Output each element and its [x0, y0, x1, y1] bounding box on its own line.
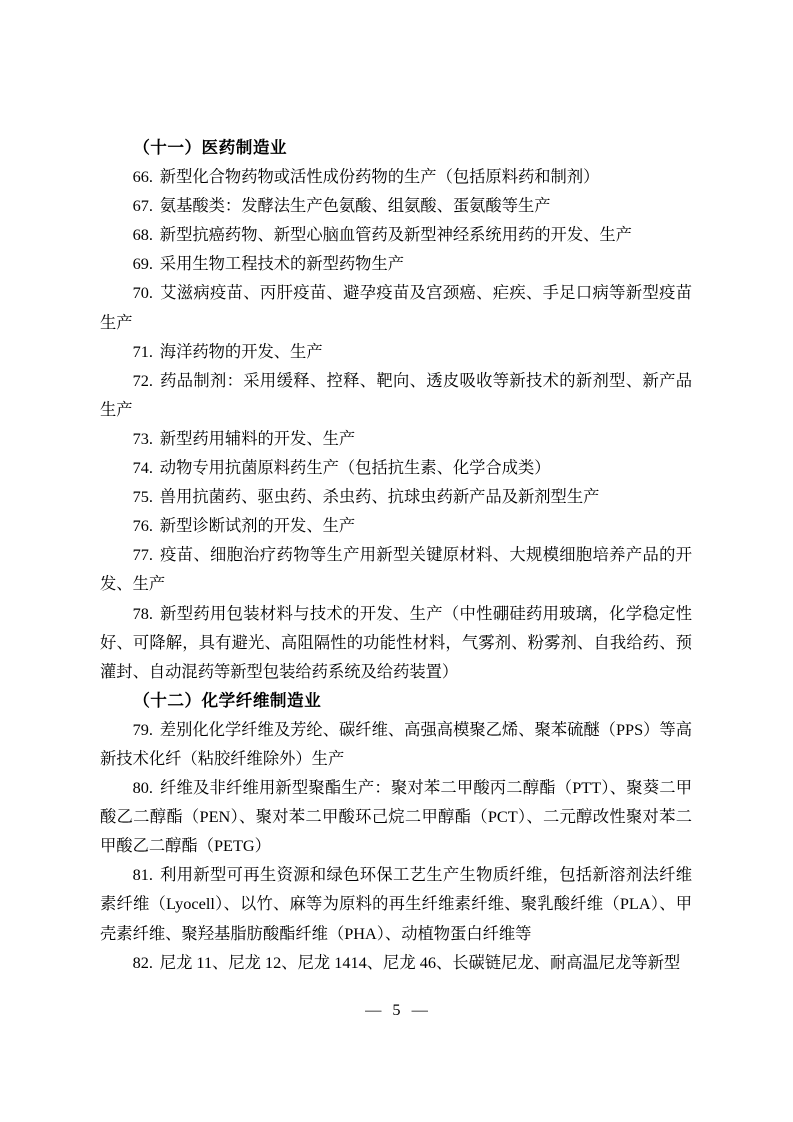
- item-text: 海洋药物的开发、生产: [159, 341, 323, 361]
- item-number: 71.: [132, 341, 153, 361]
- item-text: 新型诊断试剂的开发、生产: [159, 516, 356, 536]
- item-text: 疫苗、细胞治疗药物等生产用新型关键原材料、大规模细胞培养产品的开发、生产: [100, 545, 692, 594]
- item-text: 动物专用抗菌原料药生产（包括抗生素、化学合成类）: [159, 458, 551, 478]
- item-text: 兽用抗菌药、驱虫药、杀虫药、抗球虫药新产品及新剂型生产: [159, 487, 600, 507]
- item-number: 77.: [132, 545, 153, 565]
- item-number: 68.: [132, 225, 153, 245]
- list-item: [100, 424, 692, 453]
- item-number: 73.: [132, 428, 153, 448]
- page-number: — 5 —: [365, 1000, 428, 1019]
- item-text: 尼龙 11、尼龙 12、尼龙 1414、尼龙 46、长碳链尼龙、耐高温尼龙等新型: [159, 952, 681, 972]
- item-number: 74.: [132, 458, 153, 478]
- item-text: 差别化化学纤维及芳纶、碳纤维、高强高模聚乙烯、聚苯硫醚（PPS）等高新技术化纤（粘胶纤维除外）生产: [100, 719, 692, 768]
- item-number: 67.: [132, 196, 153, 216]
- item-text: 采用生物工程技术的新型药物生产: [159, 254, 405, 274]
- list-item: [100, 337, 692, 366]
- list-item: [100, 366, 692, 424]
- list-item: [100, 540, 692, 598]
- item-number: 81.: [132, 865, 153, 885]
- list-item: [100, 162, 692, 191]
- item-text: 新型药用辅料的开发、生产: [159, 428, 356, 448]
- item-text: 新型抗癌药物、新型心脑血管药及新型神经系统用药的开发、生产: [159, 225, 632, 245]
- item-number: 79.: [132, 719, 153, 739]
- list-item: [100, 220, 692, 249]
- list-item: [100, 249, 692, 278]
- list-item: [100, 453, 692, 482]
- item-text: 纤维及非纤维用新型聚酯生产：聚对苯二甲酸丙二醇酯（PTT）、聚葵二甲酸乙二醇酯（PEN）、聚对苯二甲酸环己烷二甲醇酯（PCT）、二元醇改性聚对苯二甲酸乙二醇酯（PETG）: [100, 778, 692, 856]
- item-number: 82.: [132, 952, 153, 972]
- section-heading-chemical-fiber: （十二）化学纤维制造业: [133, 690, 322, 710]
- list-item: [100, 482, 692, 511]
- item-text: 新型药用包装材料与技术的开发、生产（中性硼硅药用玻璃，化学稳定性好、可降解，具有避光、高阻隔性的功能性材料，气雾剂、粉雾剂、自我给药、预灌封、自动混药等新型包装给药系统及给药装置）: [100, 603, 692, 681]
- list-item: [100, 715, 692, 773]
- item-text: 新型化合物药物或活性成份药物的生产（包括原料药和制剂）: [159, 167, 600, 187]
- list-item: [100, 599, 692, 686]
- item-text: 利用新型可再生资源和绿色环保工艺生产生物质纤维，包括新溶剂法纤维素纤维（Lyocell）、以竹、麻等为原料的再生纤维素纤维、聚乳酸纤维（PLA）、甲壳素纤维、聚羟基脂肪酸酯纤维（PHA）、动植物蛋白纤维等: [100, 865, 692, 943]
- item-text: 氨基酸类：发酵法生产色氨酸、组氨酸、蛋氨酸等生产: [159, 196, 551, 216]
- item-number: 70.: [132, 283, 153, 303]
- item-number: 72.: [132, 370, 153, 390]
- item-number: 75.: [132, 487, 153, 507]
- list-item: [100, 948, 692, 977]
- section-heading-pharma: （十一）医药制造业: [133, 138, 288, 157]
- list-item: [100, 773, 692, 860]
- item-number: 80.: [132, 778, 153, 798]
- list-item: [100, 860, 692, 947]
- document-body: [100, 133, 692, 977]
- item-number: 78.: [132, 603, 153, 623]
- item-number: 66.: [132, 167, 153, 187]
- item-text: 药品制剂：采用缓释、控释、靶向、透皮吸收等新技术的新剂型、新产品生产: [100, 370, 692, 419]
- item-number: 69.: [132, 254, 153, 274]
- list-item: [100, 278, 692, 336]
- item-number: 76.: [132, 516, 153, 536]
- item-text: 艾滋病疫苗、丙肝疫苗、避孕疫苗及宫颈癌、疟疾、手足口病等新型疫苗生产: [100, 283, 692, 332]
- list-item: [100, 191, 692, 220]
- list-item: [100, 511, 692, 540]
